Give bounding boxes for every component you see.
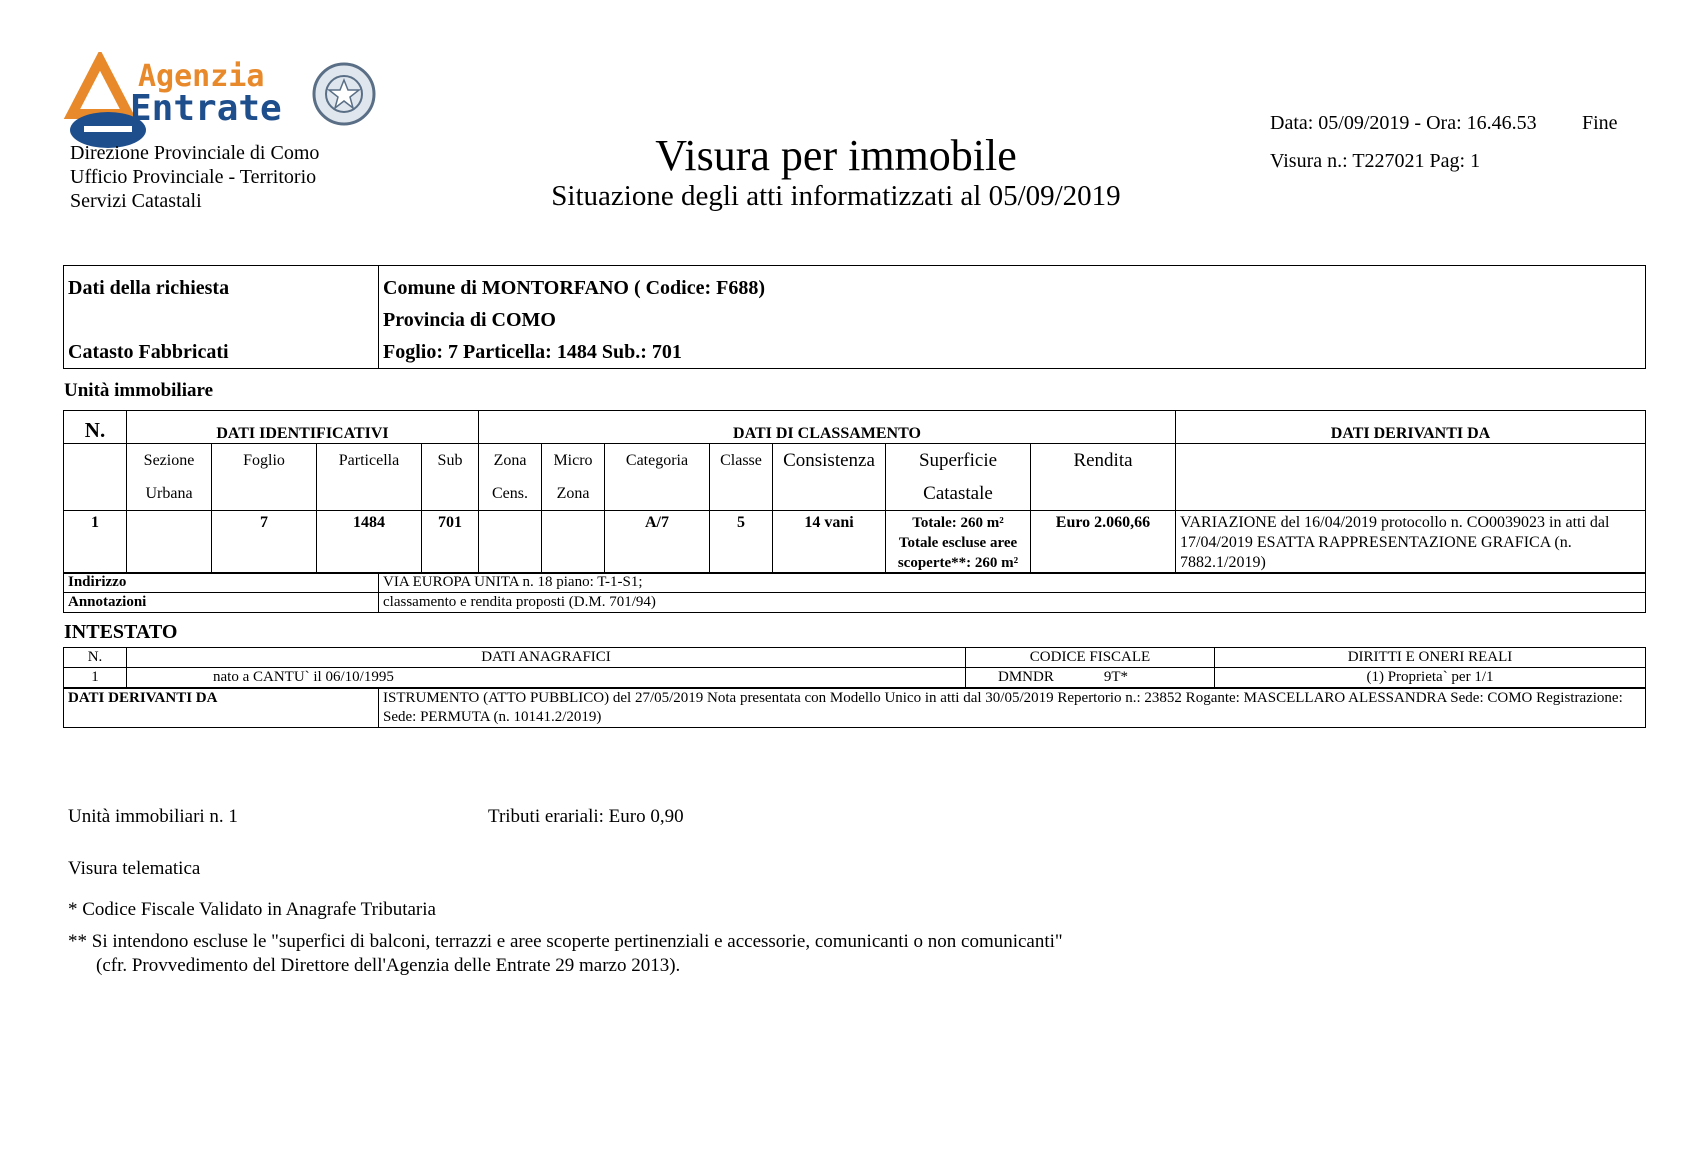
cell-superficie: Totale: 260 m² Totale escluse aree scoperte**: 260 m² [886, 511, 1031, 574]
footer-note-1: * Codice Fiscale Validato in Anagrafe Tributaria [68, 899, 436, 920]
header-fine: Fine [1582, 112, 1618, 134]
footer-unita: Unità immobiliari n. 1 [68, 806, 238, 827]
annotazioni-label: Annotazioni [64, 593, 379, 613]
col-consistenza: Consistenza [773, 444, 886, 511]
logo-text-entrate: Entrate [130, 88, 282, 129]
cell-particella: 1484 [317, 511, 422, 574]
table-row [64, 668, 1646, 688]
indirizzo-table [63, 572, 1646, 613]
unita-table [63, 410, 1646, 574]
col-zona: Zona Cens. [479, 444, 542, 511]
col-foglio: Foglio [212, 444, 317, 511]
cell-categoria: A/7 [605, 511, 710, 574]
request-values [379, 266, 1646, 369]
table-row [64, 511, 1646, 574]
cell-n: 1 [64, 511, 127, 574]
section-title-unita: Unità immobiliare [64, 380, 214, 401]
office-block [70, 141, 319, 213]
section-title-intestato: INTESTATO [64, 621, 178, 643]
request-foglio: Foglio: 7 Particella: 1484 Sub.: 701 [383, 341, 682, 363]
footer-note-2: ** Si intendono escluse le "superfici di balconi, terrazzi e aree scoperte pertinenziali e accessorie, comunicanti o non comunicanti" [68, 931, 1063, 952]
cell-diritti: (1) Proprieta` per 1/1 [1215, 668, 1646, 688]
cell-n: 1 [64, 668, 127, 688]
col-header: N. [64, 411, 127, 444]
cell-codice-fiscale: DMNDR 9T* [966, 668, 1215, 688]
cell-consistenza: 14 vani [773, 511, 886, 574]
col-sub: Sub [422, 444, 479, 511]
request-labels [64, 266, 379, 369]
request-provincia: Provincia di COMO [383, 309, 556, 331]
col-header: DATI IDENTIFICATIVI [127, 411, 479, 444]
footer-telematica: Visura telematica [68, 858, 201, 879]
request-label: Dati della richiesta [68, 277, 230, 299]
intestato-derivanti-table [63, 688, 1646, 728]
office-line: Ufficio Provinciale - Territorio [70, 166, 317, 188]
col-particella: Particella [317, 444, 422, 511]
col-sezione: Sezione Urbana [127, 444, 212, 511]
indirizzo-value: VIA EUROPA UNITA n. 18 piano: T-1-S1; [379, 573, 1646, 593]
agenzia-entrate-logo [62, 52, 380, 152]
col-header: N. [64, 648, 127, 668]
col-rendita: Rendita [1031, 444, 1176, 511]
request-label: Catasto Fabbricati [68, 341, 229, 363]
cell-derivanti: VARIAZIONE del 16/04/2019 protocollo n. CO0039023 in atti dal 17/04/2019 ESATTA RAPPRESENTAZIONE GRAFICA (n. 7882.1/2019) [1176, 511, 1646, 574]
col-categoria: Categoria [605, 444, 710, 511]
cell-rendita: Euro 2.060,66 [1031, 511, 1176, 574]
office-line: Direzione Provinciale di Como [70, 142, 320, 164]
cell-sub: 701 [422, 511, 479, 574]
office-line: Servizi Catastali [70, 190, 202, 212]
intestato-table [63, 647, 1646, 688]
col-header: DATI DERIVANTI DA [1176, 411, 1646, 444]
cell-classe: 5 [710, 511, 773, 574]
indirizzo-label: Indirizzo [64, 573, 379, 593]
page-title: Visura per immobile [655, 131, 1017, 180]
col-header: DATI ANAGRAFICI [127, 648, 966, 668]
col-superficie: Superficie Catastale [886, 444, 1031, 511]
logo-text-agenzia: Agenzia [138, 59, 265, 94]
request-table [63, 265, 1646, 369]
header-datetime: Data: 05/09/2019 - Ora: 16.46.53 [1270, 112, 1537, 134]
header-visura: Visura n.: T227021 Pag: 1 [1270, 150, 1481, 172]
cell-foglio: 7 [212, 511, 317, 574]
col-header: DIRITTI E ONERI REALI [1215, 648, 1646, 668]
col-header: DATI DI CLASSAMENTO [479, 411, 1176, 444]
col-header: CODICE FISCALE [966, 648, 1215, 668]
page-subtitle: Situazione degli atti informatizzati al 05/09/2019 [551, 180, 1121, 212]
derivanti-label: DATI DERIVANTI DA [64, 689, 379, 728]
annotazioni-value: classamento e rendita proposti (D.M. 701/94) [379, 593, 1646, 613]
republic-emblem-icon [314, 64, 374, 124]
logo-a-shape [72, 60, 128, 114]
footer-note-2b: (cfr. Provvedimento del Direttore dell'Agenzia delle Entrate 29 marzo 2013). [96, 955, 681, 976]
footer-tributi: Tributi erariali: Euro 0,90 [488, 806, 684, 827]
cell-anagrafici: nato a CANTU` il 06/10/1995 [127, 668, 966, 688]
col-micro: Micro Zona [542, 444, 605, 511]
col-classe: Classe [710, 444, 773, 511]
request-comune: Comune di MONTORFANO ( Codice: F688) [383, 277, 766, 299]
derivanti-value: ISTRUMENTO (ATTO PUBBLICO) del 27/05/2019 Nota presentata con Modello Unico in atti dal 30/05/2019 Repertorio n.: 23852 Rogante: MASCELLARO ALESSANDRA Sede: COMO Registrazione: Sede: PERMUTA (n. 10141.2/2019) [379, 689, 1646, 728]
